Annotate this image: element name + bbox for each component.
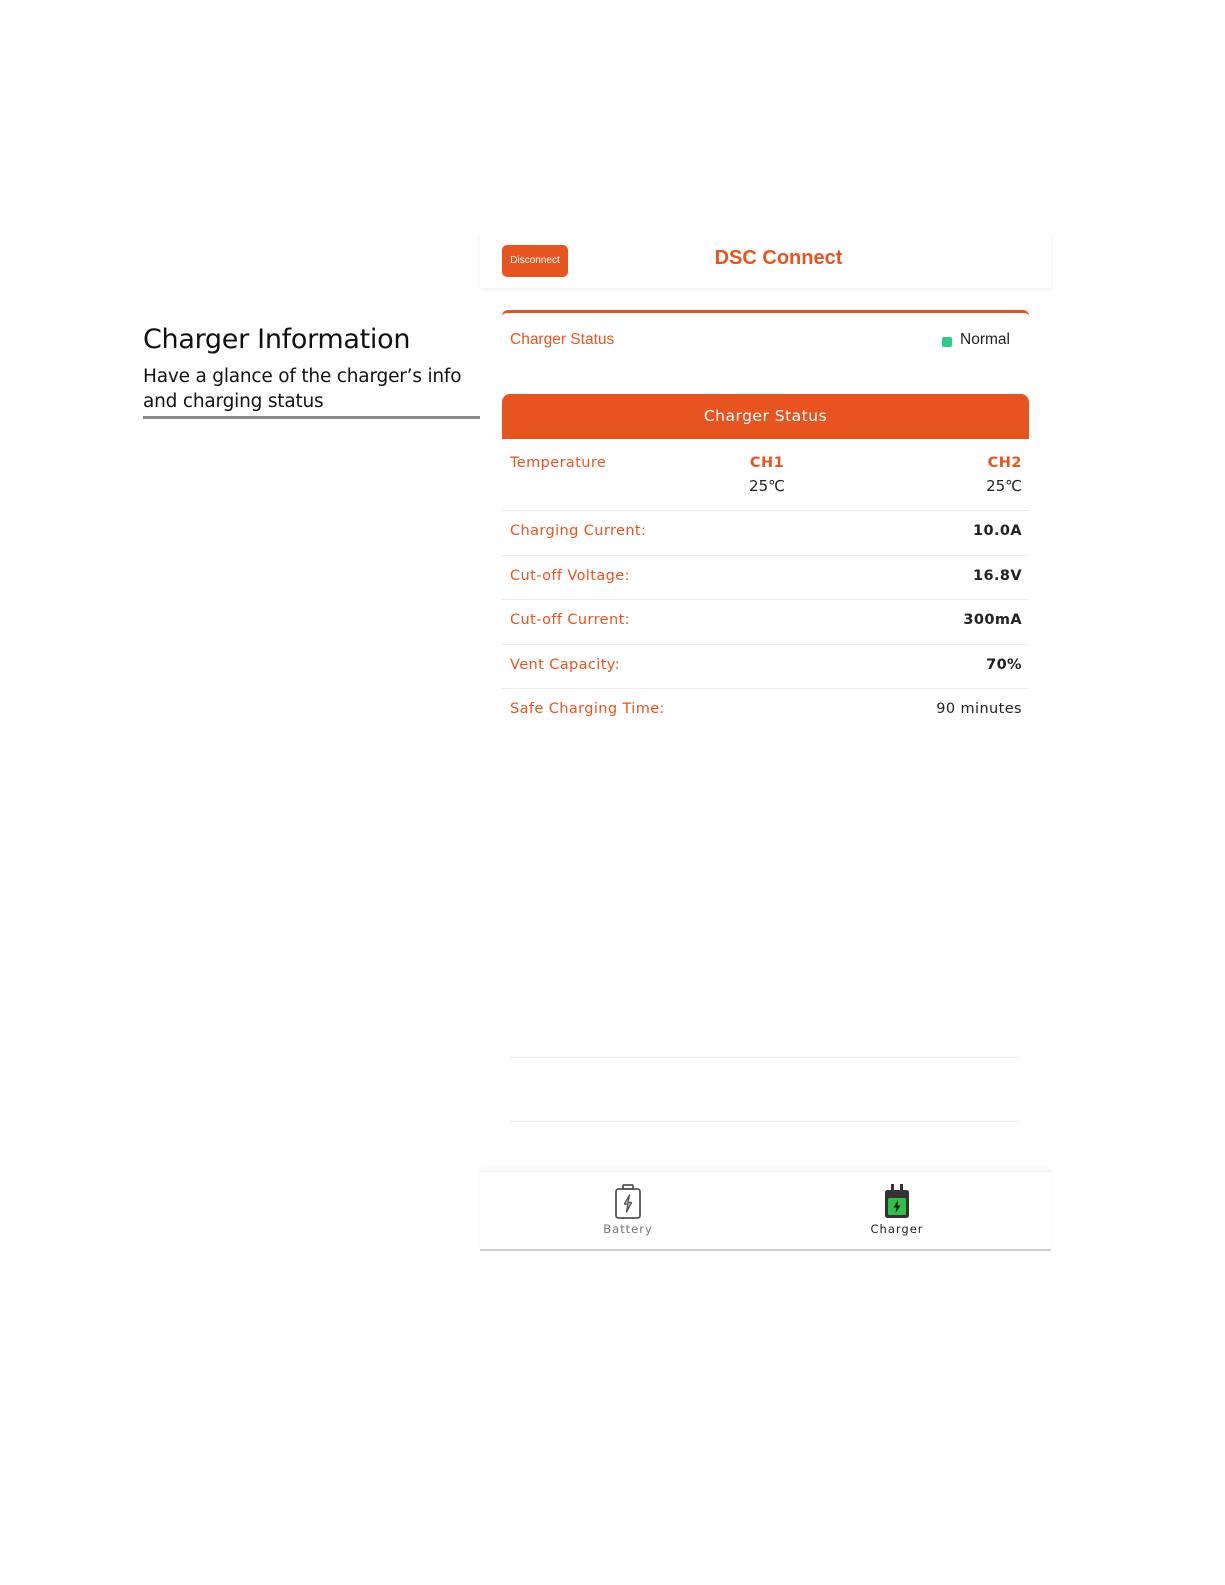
tab-battery-label: Battery xyxy=(603,1222,653,1236)
divider xyxy=(510,1121,1020,1122)
row-label: Vent Capacity: xyxy=(510,656,620,673)
vent-capacity-row xyxy=(502,645,1029,690)
panel-title: Charger Status xyxy=(502,394,1029,439)
battery-icon xyxy=(613,1184,643,1220)
row-label: Cut-off Current: xyxy=(510,612,630,628)
bottom-tab-bar xyxy=(480,1171,1051,1251)
row-value: 90 minutes xyxy=(936,701,1022,717)
channel-1 xyxy=(739,455,795,495)
annotation xyxy=(143,322,495,414)
tab-charger-label: Charger xyxy=(870,1222,924,1236)
app-title: DSC Connect xyxy=(714,247,843,269)
row-value: 10.0A xyxy=(973,523,1022,539)
disconnect-button[interactable]: Disconnect xyxy=(502,245,568,277)
channel-1-name: CH1 xyxy=(749,455,785,471)
annotation-title: Charger Information xyxy=(143,324,411,355)
temperature-row xyxy=(502,439,1029,511)
top-bar xyxy=(480,234,1051,288)
charger-status-card xyxy=(502,310,1029,370)
row-value: 16.8V xyxy=(973,567,1022,584)
app-screen xyxy=(480,234,1051,1251)
row-value: 70% xyxy=(986,656,1022,673)
tab-battery[interactable] xyxy=(583,1184,673,1236)
row-label: Cut-off Voltage: xyxy=(510,567,630,584)
status-indicator-icon xyxy=(942,337,952,347)
channel-2-temperature: 25℃ xyxy=(986,477,1022,495)
status-label: Charger Status xyxy=(510,331,615,348)
safe-charging-time-row xyxy=(502,689,1029,734)
cutoff-current-row xyxy=(502,600,1029,645)
annotation-description: Have a glance of the charger’s info and charging status xyxy=(143,366,462,412)
channel-2 xyxy=(982,455,1022,495)
divider xyxy=(510,1057,1020,1058)
tab-charger[interactable] xyxy=(852,1184,942,1236)
charger-status-list xyxy=(502,439,1029,734)
temperature-label: Temperature xyxy=(510,455,607,471)
row-label: Safe Charging Time: xyxy=(510,701,665,717)
annotation-divider xyxy=(143,416,495,419)
row-label: Charging Current: xyxy=(510,523,647,539)
channel-1-temperature: 25℃ xyxy=(749,477,785,495)
status-value: Normal xyxy=(960,331,1010,348)
channel-2-name: CH2 xyxy=(987,455,1022,471)
charging-current-row xyxy=(502,511,1029,556)
row-value: 300mA xyxy=(963,612,1022,628)
cutoff-voltage-row xyxy=(502,556,1029,601)
charger-icon xyxy=(882,1184,912,1220)
